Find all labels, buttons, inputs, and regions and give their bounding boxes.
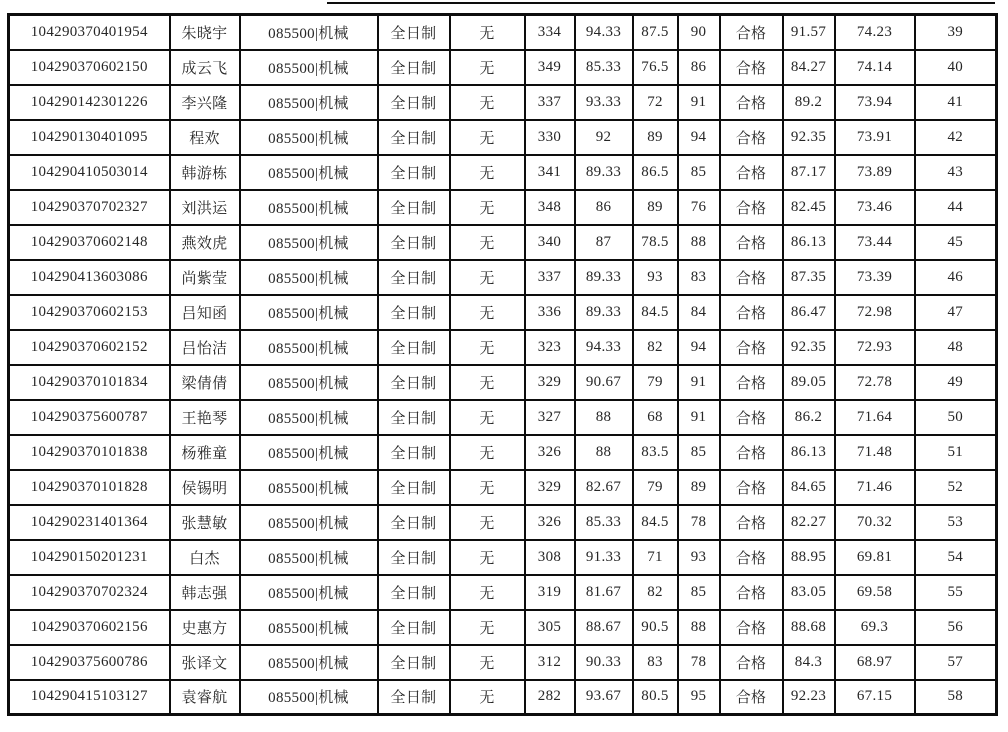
candidate-id-cell: 104290370702327	[9, 190, 170, 225]
rank-cell: 51	[915, 435, 997, 470]
total-score-cell: 72.93	[835, 330, 915, 365]
score-a-cell: 94.33	[575, 15, 633, 50]
score-a-cell: 88.67	[575, 610, 633, 645]
total-score-cell: 71.64	[835, 400, 915, 435]
candidate-name-cell: 燕效虎	[170, 225, 240, 260]
candidate-id-cell: 104290370602150	[9, 50, 170, 85]
candidate-name-cell: 张慧敏	[170, 505, 240, 540]
qualified-status-cell: 合格	[720, 470, 783, 505]
study-mode-cell: 全日制	[378, 120, 450, 155]
table-row	[9, 540, 997, 575]
bonus-item-cell: 无	[450, 50, 525, 85]
bonus-item-cell: 无	[450, 435, 525, 470]
qualified-status-cell: 合格	[720, 295, 783, 330]
rank-cell: 44	[915, 190, 997, 225]
study-mode-cell: 全日制	[378, 400, 450, 435]
score-a-cell: 89.33	[575, 155, 633, 190]
initial-score-cell: 340	[525, 225, 575, 260]
score-c-cell: 86	[678, 50, 720, 85]
score-b-cell: 82	[633, 575, 678, 610]
qualified-status-cell: 合格	[720, 365, 783, 400]
partial-grid-line	[327, 2, 995, 4]
score-b-cell: 68	[633, 400, 678, 435]
qualified-status-cell: 合格	[720, 610, 783, 645]
score-c-cell: 94	[678, 330, 720, 365]
major-code-cell: 085500|机械	[240, 505, 378, 540]
candidate-id-cell: 104290231401364	[9, 505, 170, 540]
bonus-item-cell: 无	[450, 190, 525, 225]
initial-score-cell: 282	[525, 680, 575, 715]
score-a-cell: 85.33	[575, 505, 633, 540]
candidate-name-cell: 刘洪运	[170, 190, 240, 225]
score-c-cell: 84	[678, 295, 720, 330]
bonus-item-cell: 无	[450, 400, 525, 435]
initial-score-cell: 341	[525, 155, 575, 190]
score-a-cell: 81.67	[575, 575, 633, 610]
score-b-cell: 89	[633, 120, 678, 155]
rank-cell: 48	[915, 330, 997, 365]
candidate-id-cell: 104290370602153	[9, 295, 170, 330]
major-code-cell: 085500|机械	[240, 645, 378, 680]
score-b-cell: 93	[633, 260, 678, 295]
qualified-status-cell: 合格	[720, 435, 783, 470]
score-b-cell: 86.5	[633, 155, 678, 190]
score-a-cell: 86	[575, 190, 633, 225]
candidate-name-cell: 程欢	[170, 120, 240, 155]
retest-score-cell: 88.68	[783, 610, 835, 645]
initial-score-cell: 334	[525, 15, 575, 50]
bonus-item-cell: 无	[450, 505, 525, 540]
retest-score-cell: 86.47	[783, 295, 835, 330]
score-b-cell: 83	[633, 645, 678, 680]
rank-cell: 42	[915, 120, 997, 155]
total-score-cell: 71.48	[835, 435, 915, 470]
total-score-cell: 74.23	[835, 15, 915, 50]
score-c-cell: 91	[678, 365, 720, 400]
rank-cell: 45	[915, 225, 997, 260]
score-c-cell: 88	[678, 225, 720, 260]
bonus-item-cell: 无	[450, 330, 525, 365]
retest-score-cell: 87.17	[783, 155, 835, 190]
score-c-cell: 78	[678, 645, 720, 680]
score-a-cell: 82.67	[575, 470, 633, 505]
candidate-name-cell: 韩志强	[170, 575, 240, 610]
retest-score-cell: 86.13	[783, 225, 835, 260]
table-row	[9, 15, 997, 50]
total-score-cell: 69.58	[835, 575, 915, 610]
score-c-cell: 89	[678, 470, 720, 505]
study-mode-cell: 全日制	[378, 295, 450, 330]
qualified-status-cell: 合格	[720, 260, 783, 295]
major-code-cell: 085500|机械	[240, 295, 378, 330]
score-b-cell: 80.5	[633, 680, 678, 715]
candidate-name-cell: 尚紫莹	[170, 260, 240, 295]
table-row	[9, 435, 997, 470]
candidate-name-cell: 韩游栋	[170, 155, 240, 190]
bonus-item-cell: 无	[450, 15, 525, 50]
qualified-status-cell: 合格	[720, 400, 783, 435]
rank-cell: 54	[915, 540, 997, 575]
table-row	[9, 190, 997, 225]
qualified-status-cell: 合格	[720, 190, 783, 225]
retest-score-cell: 82.27	[783, 505, 835, 540]
bonus-item-cell: 无	[450, 295, 525, 330]
score-b-cell: 76.5	[633, 50, 678, 85]
total-score-cell: 68.97	[835, 645, 915, 680]
bonus-item-cell: 无	[450, 575, 525, 610]
score-b-cell: 89	[633, 190, 678, 225]
table-row	[9, 575, 997, 610]
candidate-id-cell: 104290370602148	[9, 225, 170, 260]
major-code-cell: 085500|机械	[240, 680, 378, 715]
major-code-cell: 085500|机械	[240, 540, 378, 575]
study-mode-cell: 全日制	[378, 190, 450, 225]
initial-score-cell: 329	[525, 470, 575, 505]
candidate-id-cell: 104290370602156	[9, 610, 170, 645]
retest-score-cell: 86.2	[783, 400, 835, 435]
major-code-cell: 085500|机械	[240, 260, 378, 295]
initial-score-cell: 319	[525, 575, 575, 610]
candidate-id-cell: 104290375600787	[9, 400, 170, 435]
score-b-cell: 79	[633, 365, 678, 400]
major-code-cell: 085500|机械	[240, 330, 378, 365]
initial-score-cell: 312	[525, 645, 575, 680]
candidate-id-cell: 104290370702324	[9, 575, 170, 610]
qualified-status-cell: 合格	[720, 330, 783, 365]
score-c-cell: 91	[678, 85, 720, 120]
major-code-cell: 085500|机械	[240, 365, 378, 400]
major-code-cell: 085500|机械	[240, 400, 378, 435]
candidate-id-cell: 104290130401095	[9, 120, 170, 155]
bonus-item-cell: 无	[450, 120, 525, 155]
candidate-id-cell: 104290150201231	[9, 540, 170, 575]
table-row	[9, 505, 997, 540]
initial-score-cell: 348	[525, 190, 575, 225]
candidate-id-cell: 104290415103127	[9, 680, 170, 715]
score-a-cell: 89.33	[575, 260, 633, 295]
candidate-name-cell: 梁倩倩	[170, 365, 240, 400]
major-code-cell: 085500|机械	[240, 15, 378, 50]
score-a-cell: 93.33	[575, 85, 633, 120]
score-c-cell: 85	[678, 155, 720, 190]
rank-cell: 49	[915, 365, 997, 400]
rank-cell: 55	[915, 575, 997, 610]
study-mode-cell: 全日制	[378, 505, 450, 540]
initial-score-cell: 330	[525, 120, 575, 155]
score-c-cell: 94	[678, 120, 720, 155]
score-a-cell: 92	[575, 120, 633, 155]
initial-score-cell: 337	[525, 260, 575, 295]
initial-score-cell: 349	[525, 50, 575, 85]
candidate-id-cell: 104290410503014	[9, 155, 170, 190]
score-a-cell: 88	[575, 435, 633, 470]
candidate-id-cell: 104290370101828	[9, 470, 170, 505]
score-b-cell: 78.5	[633, 225, 678, 260]
score-a-cell: 93.67	[575, 680, 633, 715]
retest-score-cell: 88.95	[783, 540, 835, 575]
retest-score-cell: 86.13	[783, 435, 835, 470]
score-b-cell: 84.5	[633, 505, 678, 540]
candidate-id-cell: 104290375600786	[9, 645, 170, 680]
total-score-cell: 72.78	[835, 365, 915, 400]
candidate-name-cell: 吕知函	[170, 295, 240, 330]
retest-score-cell: 92.35	[783, 330, 835, 365]
table-row	[9, 365, 997, 400]
table-row	[9, 260, 997, 295]
rank-cell: 52	[915, 470, 997, 505]
score-a-cell: 91.33	[575, 540, 633, 575]
qualified-status-cell: 合格	[720, 505, 783, 540]
candidate-id-cell: 104290370401954	[9, 15, 170, 50]
major-code-cell: 085500|机械	[240, 50, 378, 85]
score-c-cell: 76	[678, 190, 720, 225]
retest-score-cell: 91.57	[783, 15, 835, 50]
score-a-cell: 88	[575, 400, 633, 435]
score-c-cell: 83	[678, 260, 720, 295]
initial-score-cell: 337	[525, 85, 575, 120]
major-code-cell: 085500|机械	[240, 190, 378, 225]
study-mode-cell: 全日制	[378, 50, 450, 85]
retest-score-cell: 89.05	[783, 365, 835, 400]
candidate-name-cell: 杨雅童	[170, 435, 240, 470]
rank-cell: 43	[915, 155, 997, 190]
candidate-name-cell: 张译文	[170, 645, 240, 680]
candidate-name-cell: 朱晓宇	[170, 15, 240, 50]
table-row	[9, 470, 997, 505]
score-a-cell: 94.33	[575, 330, 633, 365]
bonus-item-cell: 无	[450, 645, 525, 680]
qualified-status-cell: 合格	[720, 680, 783, 715]
score-a-cell: 85.33	[575, 50, 633, 85]
table-row	[9, 330, 997, 365]
total-score-cell: 67.15	[835, 680, 915, 715]
score-b-cell: 82	[633, 330, 678, 365]
major-code-cell: 085500|机械	[240, 120, 378, 155]
retest-score-cell: 84.65	[783, 470, 835, 505]
rank-cell: 57	[915, 645, 997, 680]
retest-score-cell: 89.2	[783, 85, 835, 120]
initial-score-cell: 326	[525, 435, 575, 470]
total-score-cell: 73.46	[835, 190, 915, 225]
study-mode-cell: 全日制	[378, 15, 450, 50]
retest-score-cell: 92.23	[783, 680, 835, 715]
rank-cell: 39	[915, 15, 997, 50]
total-score-cell: 73.44	[835, 225, 915, 260]
bonus-item-cell: 无	[450, 680, 525, 715]
score-b-cell: 83.5	[633, 435, 678, 470]
total-score-cell: 73.39	[835, 260, 915, 295]
score-b-cell: 71	[633, 540, 678, 575]
score-c-cell: 93	[678, 540, 720, 575]
initial-score-cell: 323	[525, 330, 575, 365]
total-score-cell: 71.46	[835, 470, 915, 505]
study-mode-cell: 全日制	[378, 330, 450, 365]
score-c-cell: 85	[678, 575, 720, 610]
score-b-cell: 72	[633, 85, 678, 120]
retest-score-cell: 82.45	[783, 190, 835, 225]
table-row	[9, 680, 997, 715]
candidate-name-cell: 白杰	[170, 540, 240, 575]
bonus-item-cell: 无	[450, 540, 525, 575]
qualified-status-cell: 合格	[720, 540, 783, 575]
study-mode-cell: 全日制	[378, 610, 450, 645]
score-b-cell: 90.5	[633, 610, 678, 645]
initial-score-cell: 336	[525, 295, 575, 330]
candidate-id-cell: 104290370602152	[9, 330, 170, 365]
score-c-cell: 85	[678, 435, 720, 470]
total-score-cell: 69.81	[835, 540, 915, 575]
candidate-name-cell: 吕怡洁	[170, 330, 240, 365]
study-mode-cell: 全日制	[378, 645, 450, 680]
major-code-cell: 085500|机械	[240, 610, 378, 645]
qualified-status-cell: 合格	[720, 225, 783, 260]
retest-score-cell: 92.35	[783, 120, 835, 155]
qualified-status-cell: 合格	[720, 155, 783, 190]
score-a-cell: 90.33	[575, 645, 633, 680]
retest-score-cell: 87.35	[783, 260, 835, 295]
total-score-cell: 73.94	[835, 85, 915, 120]
rank-cell: 41	[915, 85, 997, 120]
score-a-cell: 90.67	[575, 365, 633, 400]
score-a-cell: 87	[575, 225, 633, 260]
major-code-cell: 085500|机械	[240, 435, 378, 470]
rank-cell: 46	[915, 260, 997, 295]
bonus-item-cell: 无	[450, 365, 525, 400]
bonus-item-cell: 无	[450, 155, 525, 190]
table-row	[9, 225, 997, 260]
rank-cell: 47	[915, 295, 997, 330]
score-c-cell: 88	[678, 610, 720, 645]
initial-score-cell: 308	[525, 540, 575, 575]
candidate-id-cell: 104290142301226	[9, 85, 170, 120]
candidate-id-cell: 104290370101834	[9, 365, 170, 400]
candidate-name-cell: 袁睿航	[170, 680, 240, 715]
major-code-cell: 085500|机械	[240, 470, 378, 505]
table-row	[9, 610, 997, 645]
retest-score-cell: 84.3	[783, 645, 835, 680]
study-mode-cell: 全日制	[378, 260, 450, 295]
qualified-status-cell: 合格	[720, 645, 783, 680]
total-score-cell: 73.91	[835, 120, 915, 155]
bonus-item-cell: 无	[450, 260, 525, 295]
table-row	[9, 295, 997, 330]
candidate-name-cell: 李兴隆	[170, 85, 240, 120]
retest-score-cell: 83.05	[783, 575, 835, 610]
table-row	[9, 645, 997, 680]
score-b-cell: 87.5	[633, 15, 678, 50]
score-c-cell: 78	[678, 505, 720, 540]
candidate-name-cell: 侯锡明	[170, 470, 240, 505]
score-b-cell: 84.5	[633, 295, 678, 330]
major-code-cell: 085500|机械	[240, 225, 378, 260]
study-mode-cell: 全日制	[378, 365, 450, 400]
score-c-cell: 90	[678, 15, 720, 50]
rank-cell: 40	[915, 50, 997, 85]
table-row	[9, 85, 997, 120]
major-code-cell: 085500|机械	[240, 575, 378, 610]
major-code-cell: 085500|机械	[240, 155, 378, 190]
study-mode-cell: 全日制	[378, 540, 450, 575]
candidate-name-cell: 史惠方	[170, 610, 240, 645]
candidate-id-cell: 104290413603086	[9, 260, 170, 295]
major-code-cell: 085500|机械	[240, 85, 378, 120]
study-mode-cell: 全日制	[378, 435, 450, 470]
study-mode-cell: 全日制	[378, 155, 450, 190]
study-mode-cell: 全日制	[378, 575, 450, 610]
table-row	[9, 155, 997, 190]
study-mode-cell: 全日制	[378, 85, 450, 120]
score-b-cell: 79	[633, 470, 678, 505]
bonus-item-cell: 无	[450, 610, 525, 645]
initial-score-cell: 305	[525, 610, 575, 645]
score-c-cell: 91	[678, 400, 720, 435]
total-score-cell: 69.3	[835, 610, 915, 645]
bonus-item-cell: 无	[450, 470, 525, 505]
rank-cell: 50	[915, 400, 997, 435]
score-c-cell: 95	[678, 680, 720, 715]
initial-score-cell: 326	[525, 505, 575, 540]
score-a-cell: 89.33	[575, 295, 633, 330]
table-row	[9, 50, 997, 85]
candidate-name-cell: 王艳琴	[170, 400, 240, 435]
rank-cell: 56	[915, 610, 997, 645]
bonus-item-cell: 无	[450, 85, 525, 120]
total-score-cell: 72.98	[835, 295, 915, 330]
total-score-cell: 70.32	[835, 505, 915, 540]
total-score-cell: 73.89	[835, 155, 915, 190]
qualified-status-cell: 合格	[720, 50, 783, 85]
study-mode-cell: 全日制	[378, 680, 450, 715]
qualified-status-cell: 合格	[720, 120, 783, 155]
qualified-status-cell: 合格	[720, 85, 783, 120]
table-row	[9, 120, 997, 155]
initial-score-cell: 327	[525, 400, 575, 435]
retest-score-cell: 84.27	[783, 50, 835, 85]
rank-cell: 53	[915, 505, 997, 540]
qualified-status-cell: 合格	[720, 15, 783, 50]
rank-cell: 58	[915, 680, 997, 715]
bonus-item-cell: 无	[450, 225, 525, 260]
study-mode-cell: 全日制	[378, 470, 450, 505]
study-mode-cell: 全日制	[378, 225, 450, 260]
table-row	[9, 400, 997, 435]
qualified-status-cell: 合格	[720, 575, 783, 610]
scores-table	[7, 13, 998, 716]
candidate-id-cell: 104290370101838	[9, 435, 170, 470]
candidate-name-cell: 成云飞	[170, 50, 240, 85]
initial-score-cell: 329	[525, 365, 575, 400]
total-score-cell: 74.14	[835, 50, 915, 85]
